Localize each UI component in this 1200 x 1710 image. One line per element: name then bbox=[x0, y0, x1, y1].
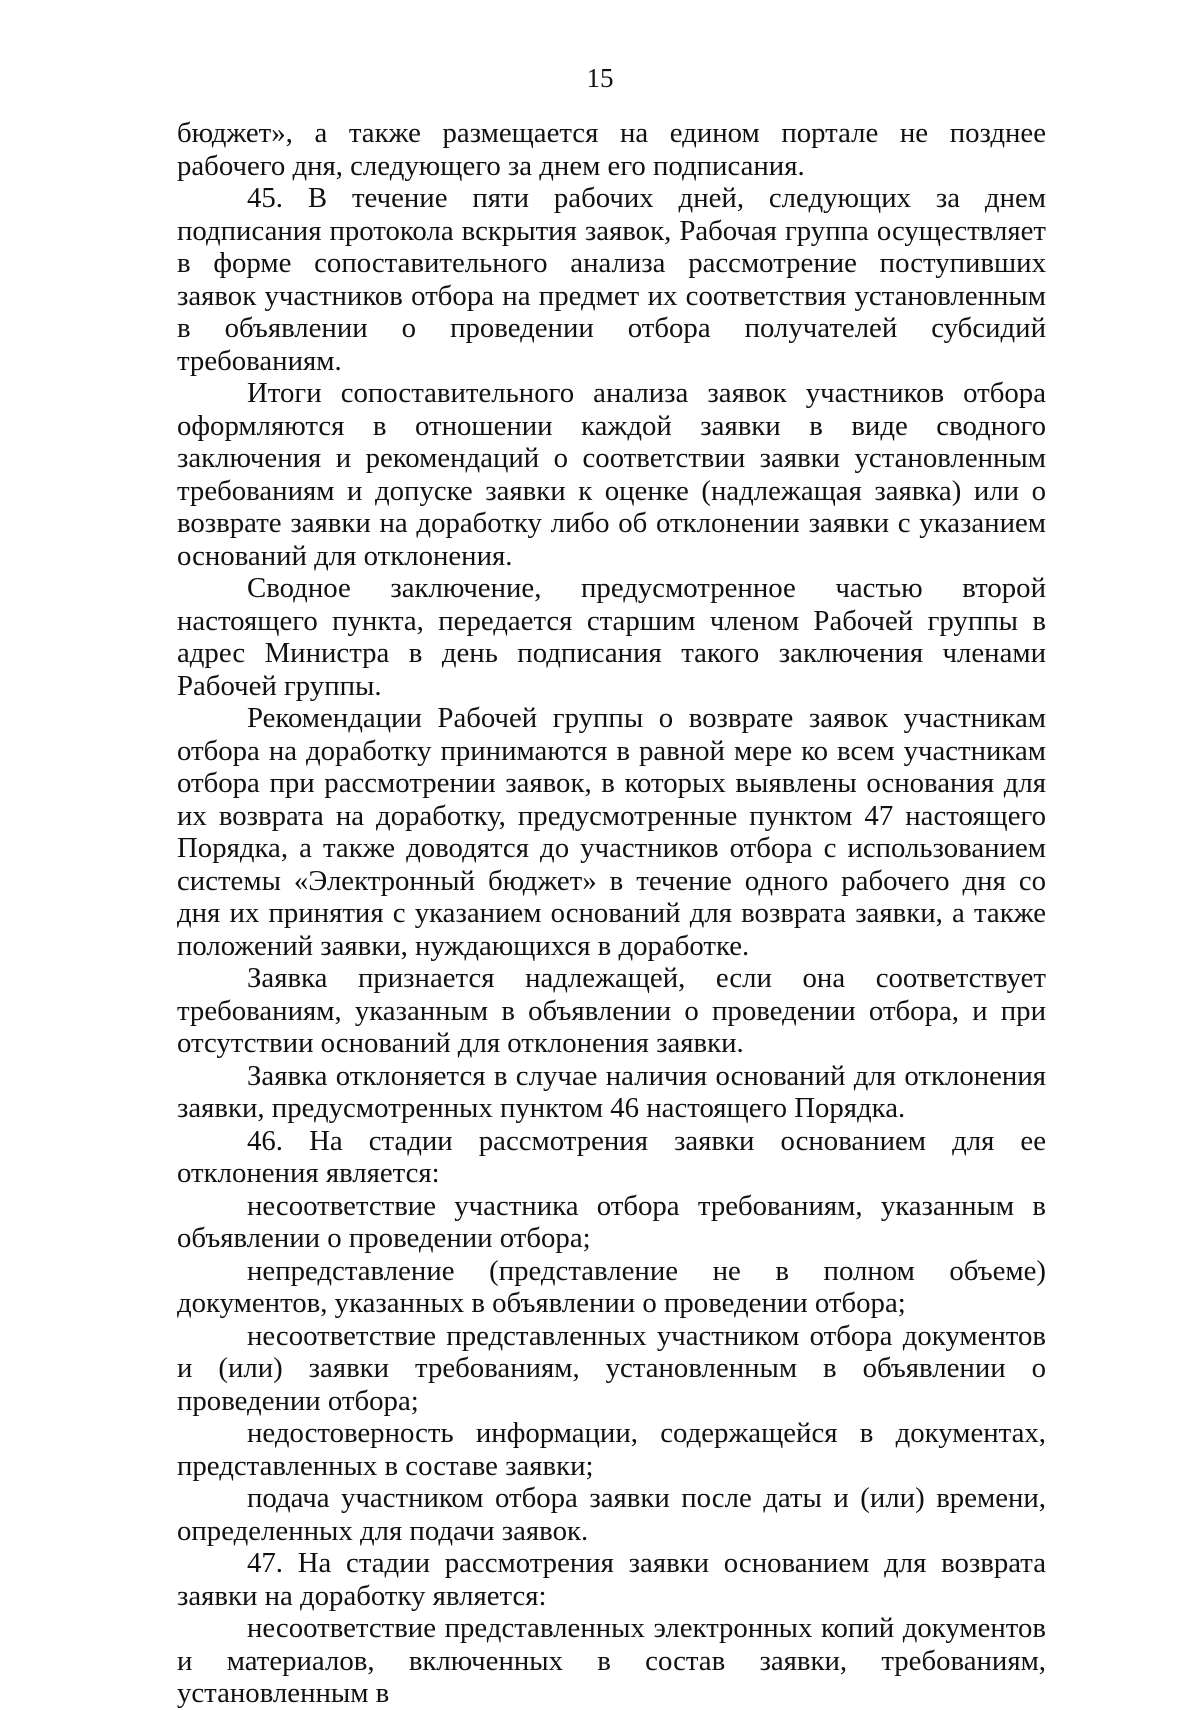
list-item-rejection-reason: непредставление (представление не в полном объеме) документов, указанных в объявлении о проведении отбора; bbox=[177, 1254, 1046, 1319]
list-item-rejection-reason: несоответствие представленных участником отбора документов и (или) заявки требованиям, установленным в объявлении о проведении отбора; bbox=[177, 1319, 1046, 1417]
paragraph-clause-45: 45. В течение пяти рабочих дней, следующих за днем подписания протокола вскрытия заявок, Рабочая группа осуществляет в форме сопоставительного анализа рассмотрение поступивших заявок участников отбора на предмет их соответствия установленным в объявлении о проведении отбора получателей субсидий требованиям. bbox=[177, 182, 1046, 377]
list-item-rejection-reason: несоответствие участника отбора требованиям, указанным в объявлении о проведении отбора; bbox=[177, 1189, 1046, 1254]
paragraph-recommendations: Рекомендации Рабочей группы о возврате заявок участникам отбора на доработку принимаются в равной мере ко всем участникам отбора при рассмотрении заявок, в которых выявлены основания для их возврата на доработку, предусмотренные пунктом 47 настоящего Порядка, а также доводятся до участников отбора с использованием системы «Электронный бюджет» в течение одного рабочего дня со дня их принятия с указанием оснований для возврата заявки, а также положений заявки, нуждающихся в доработке. bbox=[177, 702, 1046, 962]
paragraph-summary-conclusion: Сводное заключение, предусмотренное частью второй настоящего пункта, передается старшим членом Рабочей группы в адрес Министра в день подписания такого заключения членами Рабочей группы. bbox=[177, 572, 1046, 702]
paragraph-rejection: Заявка отклоняется в случае наличия оснований для отклонения заявки, предусмотренных пунктом 46 настоящего Порядка. bbox=[177, 1059, 1046, 1124]
paragraph-continuation: бюджет», а также размещается на едином портале не позднее рабочего дня, следующего за днем его подписания. bbox=[177, 117, 1046, 182]
paragraph-clause-47: 47. На стадии рассмотрения заявки основанием для возврата заявки на доработку является: bbox=[177, 1547, 1046, 1612]
paragraph-analysis-results: Итоги сопоставительного анализа заявок участников отбора оформляются в отношении каждой заявки в виде сводного заключения и рекомендаций о соответствии заявки установленным требованиям и допуске заявки к оценке (надлежащая заявка) или о возврате заявки на доработку либо об отклонении заявки с указанием оснований для отклонения. bbox=[177, 377, 1046, 572]
page-number: 15 bbox=[586, 63, 614, 93]
list-item-rejection-reason: подача участником отбора заявки после даты и (или) времени, определенных для подачи заявок. bbox=[177, 1482, 1046, 1547]
paragraph-clause-46: 46. На стадии рассмотрения заявки основанием для ее отклонения является: bbox=[177, 1124, 1046, 1189]
document-body bbox=[177, 117, 1046, 1710]
list-item-rejection-reason: недостоверность информации, содержащейся в документах, представленных в составе заявки; bbox=[177, 1417, 1046, 1482]
paragraph-proper-application: Заявка признается надлежащей, если она соответствует требованиям, указанным в объявлении о проведении отбора, и при отсутствии оснований для отклонения заявки. bbox=[177, 962, 1046, 1059]
list-item-return-reason: несоответствие представленных электронных копий документов и материалов, включенных в состав заявки, требованиям, установленным в bbox=[177, 1612, 1046, 1709]
